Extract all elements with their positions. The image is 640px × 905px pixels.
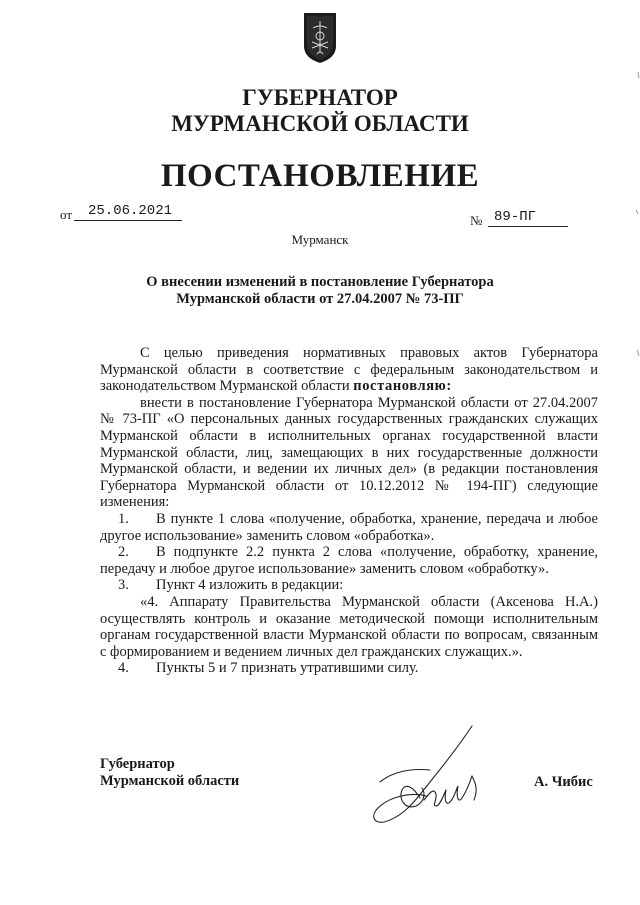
item-text: Пункт 4 изложить в редакции: bbox=[156, 577, 344, 594]
item-number: 2. bbox=[118, 544, 129, 561]
item-number: 4. bbox=[118, 660, 129, 677]
document-date: 25.06.2021 bbox=[74, 203, 182, 221]
item-text: Пункты 5 и 7 признать утратившими силу. bbox=[156, 660, 419, 677]
signatory-name: А. Чибис bbox=[534, 774, 593, 790]
page-edge-mark bbox=[632, 60, 640, 360]
issuer-title-line1: ГУБЕРНАТОР bbox=[242, 85, 398, 110]
list-item bbox=[100, 544, 598, 577]
quoted-paragraph: «4. Аппарату Правительства Мурманской области (Аксенова Н.А.) осуществлять контроль и оказание методической помощи исполнительным органам государственной власти Мурманской области по вопросам, связанным с формированием и ведением личных дел гражданских служащих.». bbox=[100, 593, 598, 660]
issuer-title-line2: МУРМАНСКОЙ ОБЛАСТИ bbox=[171, 111, 469, 136]
document-number: 89-ПГ bbox=[488, 209, 568, 227]
list-item bbox=[100, 660, 598, 677]
list-item bbox=[100, 511, 598, 544]
date-prefix: от bbox=[60, 207, 73, 222]
item-number: 1. bbox=[118, 510, 129, 527]
item-text: В подпункте 2.2 пункта 2 слова «получение, обработку, хранение, передачу и любое другое использование» заменить словом «обработку». bbox=[100, 544, 598, 577]
coat-of-arms-icon bbox=[303, 12, 337, 64]
document-subject bbox=[0, 274, 640, 308]
item-number: 3. bbox=[118, 577, 129, 594]
number-prefix: № bbox=[470, 213, 483, 228]
position-line2: Мурманской области bbox=[100, 773, 240, 789]
intro-text: С целью приведения нормативных правовых актов Губернатора Мурманской области в соответствие с федеральным законодательством и законодательством Мурманской области bbox=[100, 345, 598, 395]
city: Мурманск bbox=[291, 232, 349, 247]
subject-line1: О внесении изменений в постановление Губернатора bbox=[146, 274, 494, 290]
signatory-position bbox=[100, 756, 239, 790]
handwritten-signature bbox=[360, 722, 510, 827]
item-text: В пункте 1 слова «получение, обработка, хранение, передача и любое другое использование» заменить словом «обработка». bbox=[100, 510, 598, 544]
main-paragraph: внести в постановление Губернатора Мурманской области от 27.04.2007 № 73-ПГ «О персональных данных государственных гражданских служащих Мурманской области в исполнительных органах государственной власти Мурманской области, лиц, замещающих в них государственные должности Мурманской области, и ведении их личных дел» (в редакции постановления Губернатора Мурманской области от 10.12.2012 № 194-ПГ) следующие изменения: bbox=[100, 394, 598, 511]
subject-line2: Мурманской области от 27.04.2007 № 73-ПГ bbox=[176, 291, 464, 307]
list-item bbox=[100, 577, 598, 594]
position-line1: Губернатор bbox=[100, 756, 175, 772]
document-type: ПОСТАНОВЛЕНИЕ bbox=[160, 158, 480, 194]
decree-word: постановляю: bbox=[353, 378, 452, 395]
document-body bbox=[100, 345, 598, 677]
intro-paragraph bbox=[100, 345, 598, 395]
